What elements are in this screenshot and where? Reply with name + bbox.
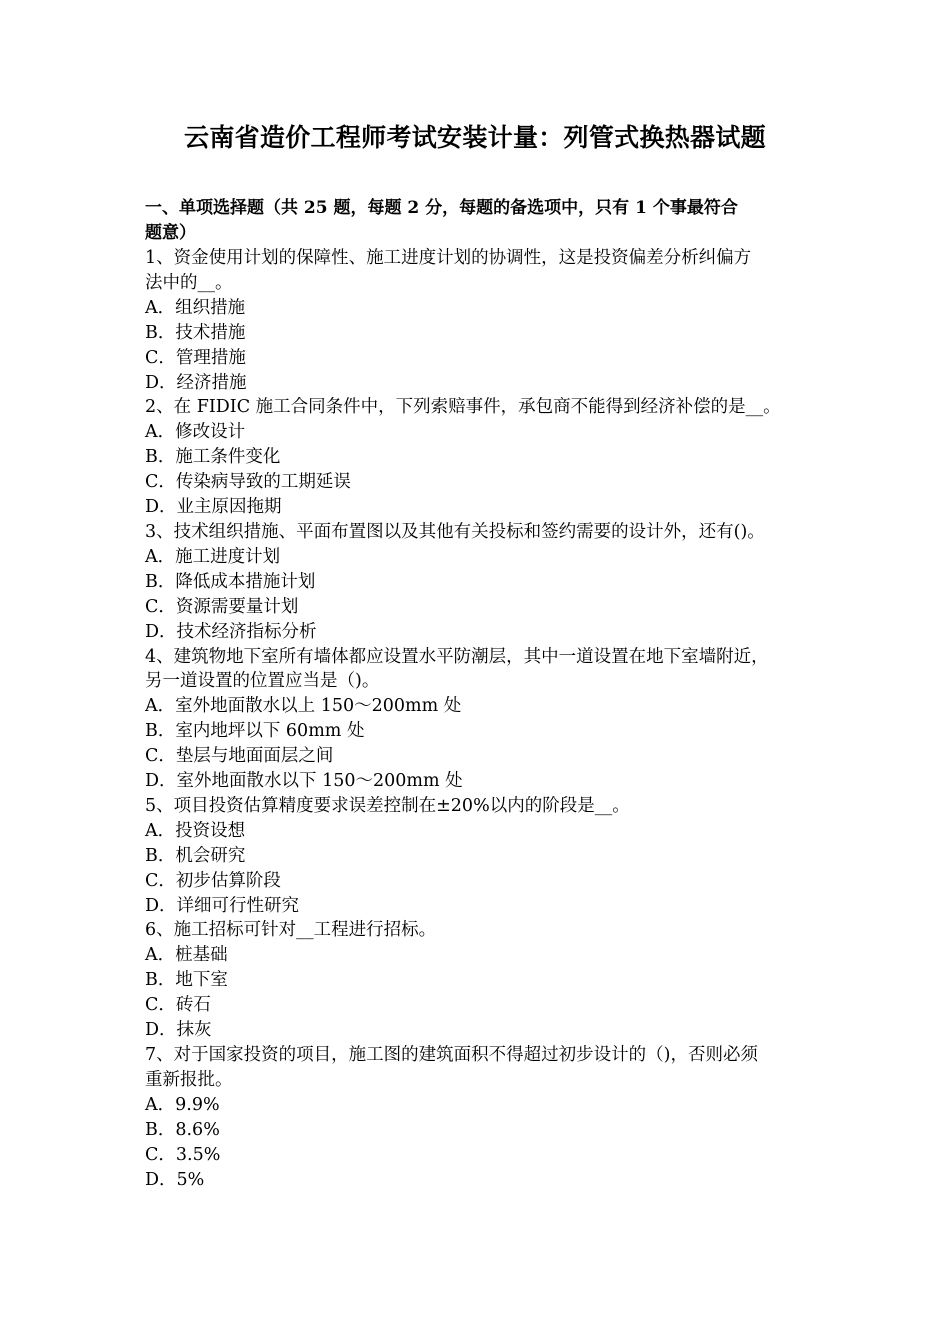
option-b: B．施工条件变化 [145, 447, 281, 468]
section-header-line: 题意） [145, 223, 196, 243]
question-4 [145, 645, 810, 794]
option-d: D．经济措施 [145, 372, 247, 393]
option-a: A．9.9% [145, 1094, 220, 1115]
option-d: D．抹灰 [145, 1020, 212, 1041]
option-b: B．地下室 [145, 970, 228, 991]
question-text: 6、施工招标可针对__工程进行招标。 [145, 920, 437, 941]
question-text: 2、在 FIDIC 施工合同条件中，下列索赔事件，承包商不能得到经济补偿的是__。 [145, 397, 781, 418]
question-5 [145, 794, 810, 919]
option-b: B．技术措施 [145, 322, 246, 343]
option-d: D．业主原因拖期 [145, 497, 282, 518]
option-b: B．降低成本措施计划 [145, 571, 316, 592]
option-c: C．资源需要量计划 [145, 596, 299, 617]
question-text: 4、建筑物地下室所有墙体都应设置水平防潮层，其中一道设置在地下室墙附近， [145, 646, 769, 667]
option-a: A．投资设想 [145, 820, 246, 841]
option-d: D．室外地面散水以下 150～200mm 处 [145, 771, 463, 792]
question-1 [145, 246, 810, 395]
section-header [145, 196, 810, 246]
document-title: 云南省造价工程师考试安装计量：列管式换热器试题 [184, 123, 766, 152]
option-d: D．5% [145, 1169, 205, 1190]
option-d: D．技术经济指标分析 [145, 621, 317, 642]
option-c: C．初步估算阶段 [145, 870, 281, 891]
option-a: A．室外地面散水以上 150～200mm 处 [145, 696, 462, 717]
question-7 [145, 1043, 810, 1192]
section-header-line: 一、单项选择题（共 25 题，每题 2 分，每题的备选项中，只有 1 个事最符合 [145, 198, 738, 218]
question-2 [145, 395, 810, 520]
option-c: C．管理措施 [145, 347, 246, 368]
option-a: A．桩基础 [145, 945, 228, 966]
option-a: A．施工进度计划 [145, 546, 281, 567]
option-a: A．组织措施 [145, 297, 246, 318]
question-text: 1、资金使用计划的保障性、施工进度计划的协调性，这是投资偏差分析纠偏方 [145, 248, 752, 268]
option-b: B．机会研究 [145, 845, 246, 866]
question-text: 7、对于国家投资的项目，施工图的建筑面积不得超过初步设计的（)，否则必须 [145, 1045, 758, 1065]
question-3 [145, 520, 810, 645]
question-text: 另一道设置的位置应当是（)。 [145, 671, 380, 692]
option-c: C．砖石 [145, 995, 211, 1016]
question-text: 重新报批。 [145, 1069, 233, 1090]
option-c: C．3.5% [145, 1144, 221, 1165]
question-text: 5、项目投资估算精度要求误差控制在±20%以内的阶段是__。 [145, 795, 630, 816]
option-c: C．垫层与地面面层之间 [145, 746, 334, 767]
option-d: D．详细可行性研究 [145, 895, 300, 916]
question-text: 3、技术组织措施、平面布置图以及其他有关投标和签约需要的设计外，还有()。 [145, 521, 765, 542]
document-content [145, 196, 810, 1192]
option-b: B．室内地坪以下 60mm 处 [145, 721, 365, 742]
option-b: B．8.6% [145, 1119, 220, 1140]
option-c: C．传染病导致的工期延误 [145, 472, 351, 493]
question-6 [145, 918, 810, 1043]
option-a: A．修改设计 [145, 422, 246, 443]
question-text: 法中的__。 [145, 272, 233, 293]
